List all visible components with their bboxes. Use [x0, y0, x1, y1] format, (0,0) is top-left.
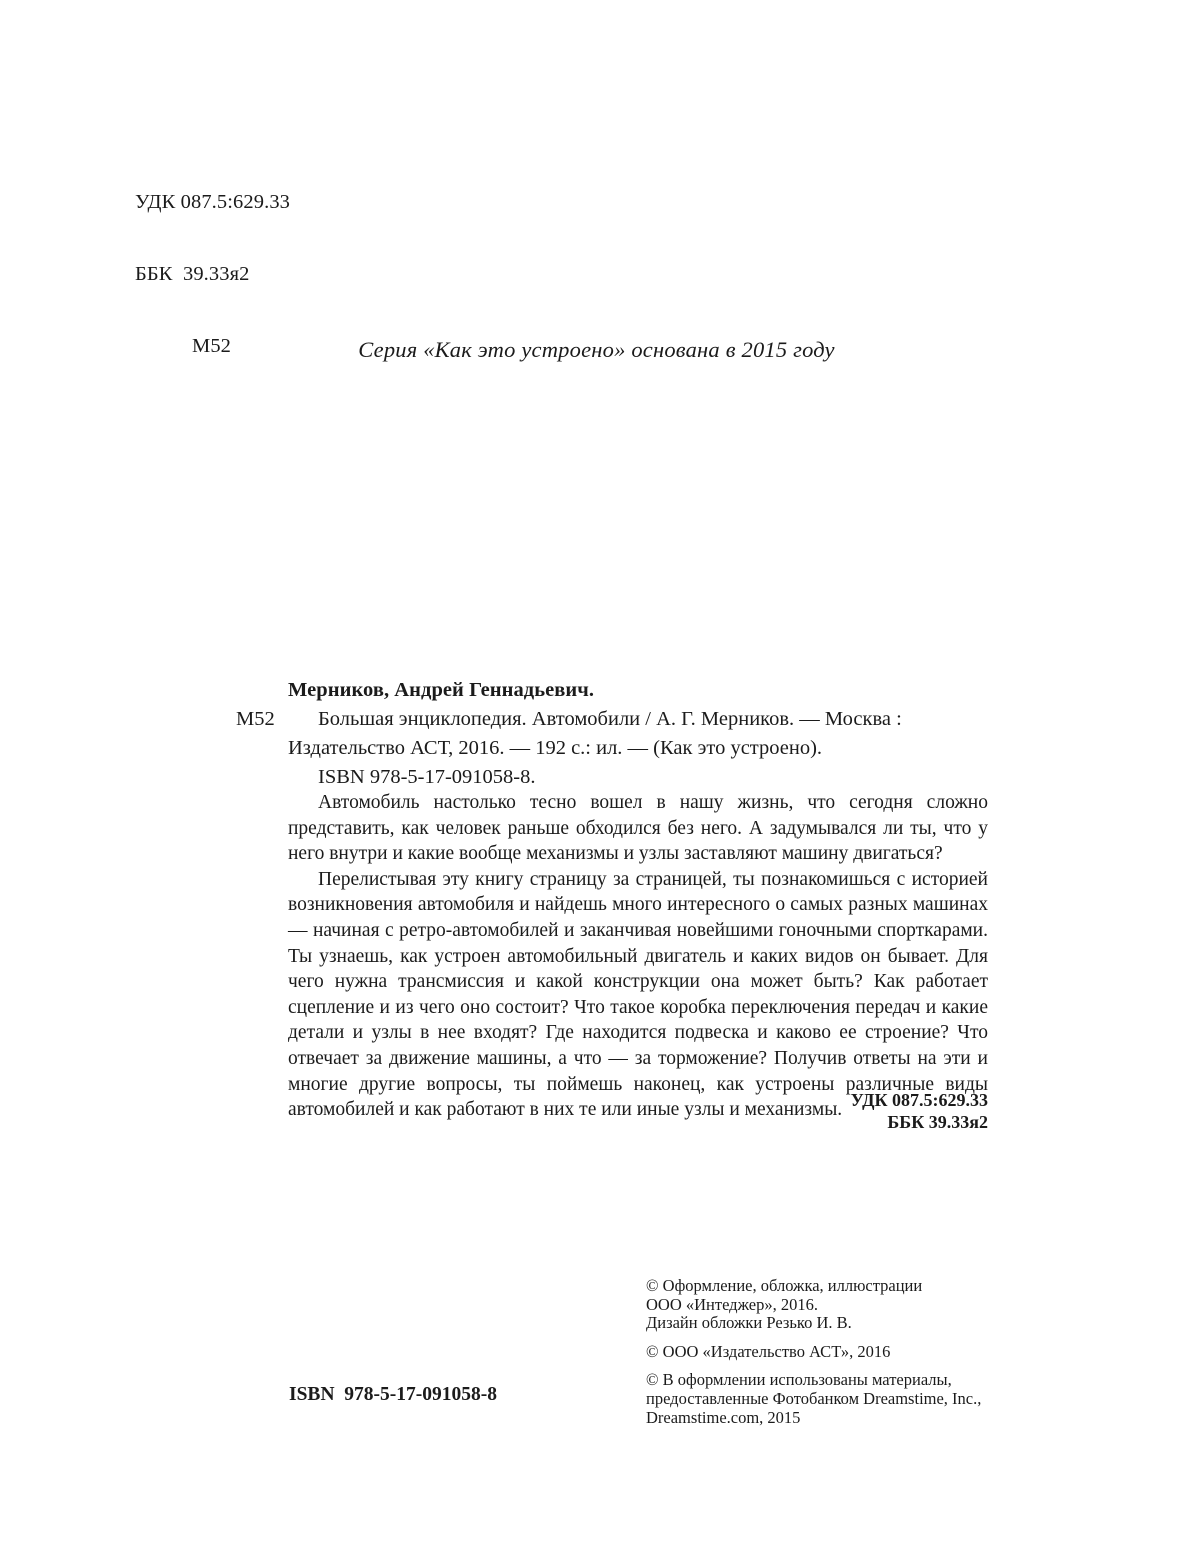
copyright-design-line-2: ООО «Интеджер», 2016.: [646, 1294, 818, 1314]
copyright-photobank-line-2: предоставленные Фотобанком Dreamstime, Inc.,: [646, 1388, 982, 1408]
series-note: Серия «Как это устроено» основана в 2015 году: [358, 337, 835, 362]
annotation-paragraph-2: Перелистывая эту книгу страницу за страницей, ты познакомишься с историей возникновения автомобиля и найдешь много интересного о самых разных машинах — начиная с ретро-автомобилей и заканчивая новейшими гоночными спорткарами. Ты узнаешь, как устроен автомобильный двигатель и каких видов он бывает. Для чего нужна трансмиссия и какой конструкции она может быть? Как работает сцепление и из чего оно состоит? Что такое коробка переключения передач и какие детали и узлы в нее входят? Где находится подвеска и каково ее строение? Что отвечает за движение машины, а что — за торможение? Получив ответы на эти и многие другие вопросы, ты поймешь наконец, как устроены различные виды автомобилей и как работают в них те или иные узлы и механизмы.: [288, 868, 988, 1121]
copyright-design-line-1: © Оформление, обложка, иллюстрации: [646, 1276, 923, 1295]
annotation-paragraph-1: Автомобиль настолько тесно вошел в нашу жизнь, что сегодня сложно представить, как человек раньше обходился без него. А задумывался ли ты, что у него внутри и какие вообще механизмы и узлы заставляют машину двигаться?: [288, 792, 988, 865]
shelf-mark-biblio: М52: [236, 708, 275, 730]
isbn-biblio: ISBN 978-5-17-091058-8.: [318, 766, 536, 788]
shelf-mark-top: М52: [192, 335, 232, 357]
copyright-block: [646, 1277, 1066, 1427]
udc-code-bottom: УДК 087.5:629.33: [850, 1090, 988, 1110]
copyright-photobank-line-1: © В оформлении использованы материалы,: [646, 1370, 952, 1390]
bbk-code-bottom: ББК 39.33я2: [887, 1112, 988, 1132]
annotation-text: [288, 790, 988, 1123]
copyright-photobank-line-3: Dreamstime.com, 2015: [646, 1407, 801, 1427]
bbk-code-top: ББК 39.33я2: [135, 263, 250, 285]
udc-code-top: УДК 087.5:629.33: [135, 191, 291, 213]
copyright-group-photobank: [646, 1371, 1066, 1427]
udc-classification-block-bottom: [0, 1089, 988, 1133]
title-line-1: Большая энциклопедия. Автомобили / А. Г. Мерников. — Москва :: [318, 708, 902, 730]
copyright-design-line-3: Дизайн обложки Резько И. В.: [646, 1313, 852, 1333]
title-line-2: Издательство АСТ, 2016. — 192 с.: ил. — (Как это устроено).: [288, 737, 823, 759]
author-name: Мерников, Андрей Геннадьевич.: [288, 679, 595, 701]
copyright-publisher-line-1: © ООО «Издательство АСТ», 2016: [646, 1341, 891, 1361]
bibliographic-record: [236, 676, 988, 792]
copyright-group-publisher: [646, 1343, 1066, 1362]
udc-classification-block-top: [135, 142, 290, 406]
copyright-group-design: [646, 1277, 1066, 1333]
isbn-bottom: ISBN 978-5-17-091058-8: [289, 1384, 497, 1405]
